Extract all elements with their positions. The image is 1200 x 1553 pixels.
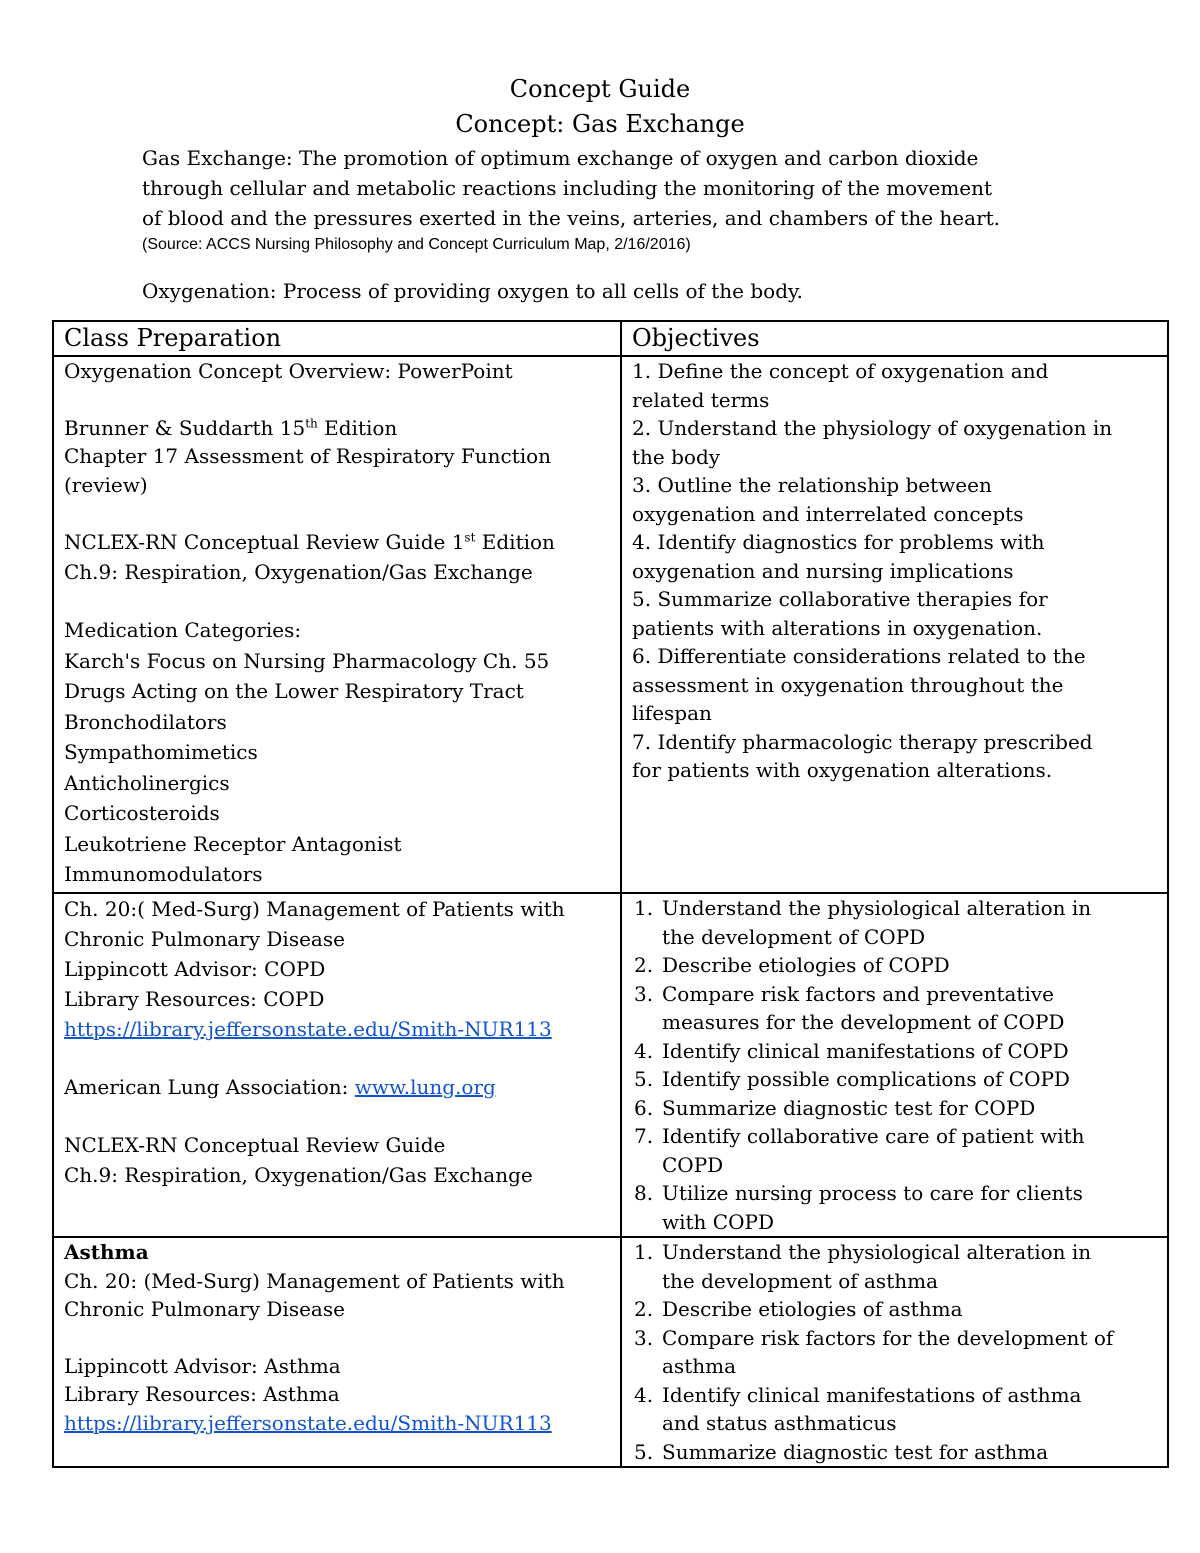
objective-line: 7. Identify pharmacologic therapy prescribed bbox=[632, 729, 1093, 754]
definition-source: (Source: ACCS Nursing Philosophy and Concept Curriculum Map, 2/16/2016) bbox=[142, 236, 691, 253]
prep-line: Medication Categories: bbox=[64, 618, 302, 642]
objective-line: 3. Outline the relationship between bbox=[632, 473, 992, 497]
med-line: Leukotriene Receptor Antagonist bbox=[64, 831, 402, 856]
objective-text: Describe etiologies of COPD bbox=[662, 953, 950, 977]
prep-cell-oxygenation bbox=[53, 356, 621, 893]
objective-line: 6. Differentiate considerations related to the bbox=[632, 644, 1086, 668]
objective-number: 6. bbox=[634, 1095, 654, 1120]
objective-text: COPD bbox=[662, 1152, 724, 1177]
gas-exchange-definition bbox=[142, 143, 1102, 233]
med-line: Bronchodilators bbox=[64, 709, 227, 734]
objective-number: 4. bbox=[634, 1038, 654, 1063]
page-title: Concept Guide bbox=[509, 75, 691, 103]
med-line: Sympathomimetics bbox=[64, 740, 258, 764]
objective-text: and status asthmaticus bbox=[662, 1411, 897, 1435]
prep-line: Chronic Pulmonary Disease bbox=[64, 927, 345, 951]
objective-line: the body bbox=[632, 444, 721, 469]
objective-text: Identify clinical manifestations of asthma bbox=[662, 1382, 1082, 1407]
objective-text: Utilize nursing process to care for clients bbox=[662, 1181, 1083, 1205]
objective-item bbox=[632, 1179, 1157, 1236]
table-row bbox=[53, 356, 1168, 893]
objectives-cell-asthma bbox=[621, 1237, 1168, 1467]
table-header-row bbox=[53, 321, 1168, 356]
table-row bbox=[53, 1237, 1168, 1467]
prep-cell-asthma bbox=[53, 1237, 621, 1467]
objective-text: Compare risk factors for the development of bbox=[662, 1325, 1114, 1350]
objective-text: Compare risk factors and preventative bbox=[662, 981, 1054, 1006]
objective-line: assessment in oxygenation throughout the bbox=[632, 672, 1064, 697]
objective-text: with COPD bbox=[662, 1209, 774, 1234]
asthma-objectives-list bbox=[632, 1238, 1157, 1466]
prep-line: Oxygenation Concept Overview: PowerPoint bbox=[64, 359, 513, 383]
objective-text: Identify clinical manifestations of COPD bbox=[662, 1038, 1069, 1063]
prep-line: Library Resources: Asthma bbox=[64, 1382, 340, 1406]
objective-item bbox=[632, 894, 1157, 951]
objective-item bbox=[632, 1438, 1157, 1467]
prep-line: NCLEX-RN Conceptual Review Guide bbox=[64, 1133, 446, 1157]
objective-text: the development of COPD bbox=[662, 924, 926, 949]
objective-number: 8. bbox=[634, 1181, 654, 1205]
prep-line: Ch.9: Respiration, Oxygenation/Gas Exchange bbox=[64, 560, 533, 584]
objective-text: the development of asthma bbox=[662, 1268, 938, 1293]
objective-text: Describe etiologies of asthma bbox=[662, 1297, 963, 1321]
header-objectives: Objectives bbox=[621, 321, 1168, 356]
table-row bbox=[53, 893, 1168, 1237]
concept-subtitle: Concept: Gas Exchange bbox=[455, 110, 745, 138]
prep-line: Brunner & Suddarth 15th Edition bbox=[64, 415, 398, 440]
objective-line: oxygenation and interrelated concepts bbox=[632, 501, 1024, 526]
objective-item bbox=[632, 1065, 1157, 1094]
prep-line: Chronic Pulmonary Disease bbox=[64, 1297, 345, 1321]
objective-text: measures for the development of COPD bbox=[662, 1010, 1065, 1034]
header-class-preparation: Class Preparation bbox=[53, 321, 621, 356]
objective-line: patients with alterations in oxygenation. bbox=[632, 615, 1043, 640]
objective-text: Understand the physiological alteration in bbox=[662, 896, 1092, 920]
definition-line: of blood and the pressures exerted in the veins, arteries, and chambers of the heart. bbox=[142, 206, 1001, 230]
objective-line: lifespan bbox=[632, 701, 712, 725]
objective-number: 7. bbox=[634, 1124, 654, 1148]
prep-line: Ch.9: Respiration, Oxygenation/Gas Exchange bbox=[64, 1163, 533, 1187]
med-line: Karch's Focus on Nursing Pharmacology Ch. 55 bbox=[64, 648, 550, 673]
definition-line: through cellular and metabolic reactions including the monitoring of the movement bbox=[142, 176, 993, 200]
library-resources-link-copd[interactable]: https://library.jeffersonstate.edu/Smith-NUR113 bbox=[64, 1017, 552, 1041]
objective-item bbox=[632, 1037, 1157, 1066]
copd-objectives-list bbox=[632, 894, 1157, 1236]
prep-line: Library Resources: COPD bbox=[64, 987, 325, 1011]
prep-line: Lippincott Advisor: COPD bbox=[64, 957, 326, 981]
objective-line: 5. Summarize collaborative therapies for bbox=[632, 587, 1048, 611]
objective-number: 1. bbox=[634, 1240, 654, 1264]
med-line: Corticosteroids bbox=[64, 801, 220, 825]
objective-item bbox=[632, 1381, 1157, 1438]
objective-text: asthma bbox=[662, 1354, 736, 1378]
objective-item bbox=[632, 1238, 1157, 1295]
objective-number: 5. bbox=[634, 1067, 654, 1091]
prep-line bbox=[64, 1409, 610, 1438]
lung-association-link[interactable]: www.lung.org bbox=[354, 1075, 496, 1099]
objective-line: related terms bbox=[632, 387, 770, 412]
med-line: Anticholinergics bbox=[64, 770, 230, 795]
prep-line: Chapter 17 Assessment of Respiratory Function bbox=[64, 444, 552, 468]
objective-text: Summarize diagnostic test for COPD bbox=[662, 1095, 1036, 1120]
objective-number: 2. bbox=[634, 1297, 654, 1321]
objective-text: Identify possible complications of COPD bbox=[662, 1067, 1070, 1091]
objective-item bbox=[632, 1324, 1157, 1381]
objectives-cell-oxygenation bbox=[621, 356, 1168, 893]
objective-number: 3. bbox=[634, 1325, 654, 1350]
prep-line: American Lung Association: www.lung.org bbox=[64, 1075, 496, 1099]
objective-item bbox=[632, 1094, 1157, 1123]
objective-item bbox=[632, 1122, 1157, 1179]
objective-item bbox=[632, 1295, 1157, 1324]
objective-item bbox=[632, 951, 1157, 980]
prep-line: Lippincott Advisor: Asthma bbox=[64, 1353, 341, 1378]
concept-table bbox=[52, 320, 1169, 1468]
prep-line bbox=[64, 1014, 610, 1044]
objective-number: 4. bbox=[634, 1382, 654, 1407]
definition-line: Gas Exchange: The promotion of optimum exchange of oxygen and carbon dioxide bbox=[142, 146, 979, 170]
objective-line: 2. Understand the physiology of oxygenation in bbox=[632, 416, 1113, 440]
prep-line: Ch. 20:( Med-Surg) Management of Patients with bbox=[64, 897, 565, 921]
prep-line: Ch. 20: (Med-Surg) Management of Patients with bbox=[64, 1268, 565, 1293]
objective-line: 1. Define the concept of oxygenation and bbox=[632, 359, 1049, 383]
prep-line: (review) bbox=[64, 472, 148, 497]
prep-line: NCLEX-RN Conceptual Review Guide 1st Edition bbox=[64, 530, 555, 554]
objective-text: Identify collaborative care of patient with bbox=[662, 1124, 1085, 1148]
objective-line: 4. Identify diagnostics for problems with bbox=[632, 530, 1045, 554]
med-line: Drugs Acting on the Lower Respiratory Tract bbox=[64, 679, 524, 703]
objective-number: 1. bbox=[634, 896, 654, 920]
objective-line: for patients with oxygenation alterations. bbox=[632, 758, 1053, 782]
objective-text: Summarize diagnostic test for asthma bbox=[662, 1439, 1049, 1464]
objective-number: 5. bbox=[634, 1439, 654, 1464]
prep-cell-copd bbox=[53, 893, 621, 1237]
objectives-cell-copd bbox=[621, 893, 1168, 1237]
objective-text: Understand the physiological alteration in bbox=[662, 1240, 1092, 1264]
med-line: Immunomodulators bbox=[64, 862, 263, 886]
objective-number: 3. bbox=[634, 981, 654, 1006]
objective-line: oxygenation and nursing implications bbox=[632, 558, 1014, 583]
oxygenation-definition: Oxygenation: Process of providing oxygen to all cells of the body. bbox=[142, 279, 804, 303]
objective-number: 2. bbox=[634, 953, 654, 977]
library-resources-link-asthma[interactable]: https://library.jeffersonstate.edu/Smith-NUR113 bbox=[64, 1410, 552, 1435]
asthma-heading: Asthma bbox=[64, 1240, 149, 1264]
objective-item bbox=[632, 980, 1157, 1037]
